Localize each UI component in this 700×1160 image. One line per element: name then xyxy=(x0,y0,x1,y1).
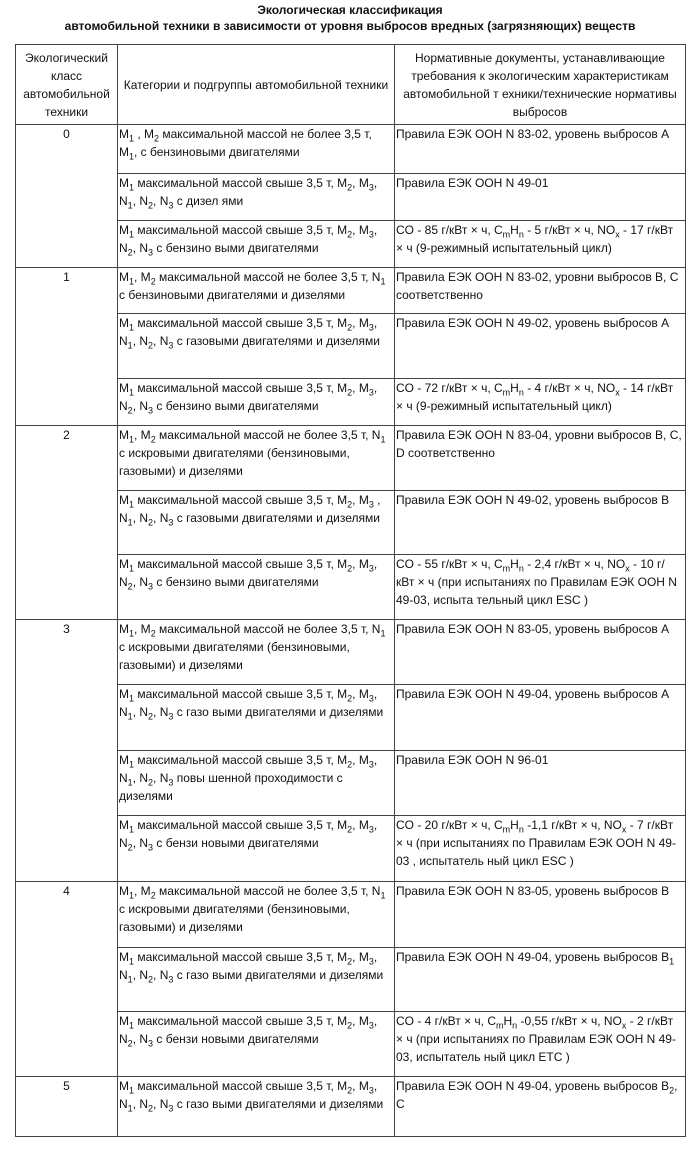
eco-class-cell: 1 xyxy=(16,268,118,426)
norm-doc-cell: Правила ЕЭК ООН N 49-04, уровень выбросов $B_1$ xyxy=(395,948,686,1012)
category-cell: $M_1$ максимальной массой свыше 3,5 т, $M_2$, $M_3$, $N_2$, $N_3$ с бензи новыми двигателями xyxy=(118,1012,395,1077)
eco-class-cell: 0 xyxy=(16,125,118,268)
table-row xyxy=(16,620,686,685)
table-row xyxy=(16,268,686,314)
category-cell: $M_1$ максимальной массой свыше 3,5 т, $M_2$, $M_3$, $N_1$, $N_2$, $N_3$ с газо выми двигателями и дизелями xyxy=(118,1077,395,1137)
norm-doc-cell: CO - 72 г/кВт × ч, $C_mH_n - 4$ г/кВт × ч, $NO_x - 14$ г/кВт × ч (9-режимный испытательный цикл) xyxy=(395,379,686,426)
category-cell: $M_1$ максимальной массой свыше 3,5 т, $M_2$, $M_3$, $N_1$, $N_2$, $N_3$ повы шенной проходимости с дизелями xyxy=(118,751,395,816)
category-cell: $M_1$, $M_2$ максимальной массой не более 3,5 т, $N_1$ с искровыми двигателями (бензиновыми, газовыми) и дизелями xyxy=(118,620,395,685)
norm-doc-cell: Правила ЕЭК ООН N 96-01 xyxy=(395,751,686,816)
table-body xyxy=(16,125,686,1137)
table-row xyxy=(16,1077,686,1137)
category-cell: $M_1$, $M_2$ максимальной массой не более 3,5 т, $N_1$ с искровыми двигателями (бензиновыми, газовыми) и дизелями xyxy=(118,426,395,491)
eco-class-cell: 3 xyxy=(16,620,118,882)
eco-class-table xyxy=(15,44,686,1137)
norm-doc-cell: Правила ЕЭК ООН N 49-02, уровень выбросов В xyxy=(395,491,686,555)
norm-doc-cell: Правила ЕЭК ООН N 49-01 xyxy=(395,174,686,221)
category-cell: $M_1$, $M_2$ максимальной массой не более 3,5 т, $N_1$ с искровыми двигателями (бензиновыми, газовыми) и дизелями xyxy=(118,882,395,948)
table-row xyxy=(16,882,686,948)
category-cell: $M_1$ максимальной массой свыше 3,5 т, $M_2$, $M_3$, $N_1$, $N_2$, $N_3$ с газовыми двигателями и дизелями xyxy=(118,314,395,379)
category-cell: $M_1$ максимальной массой свыше 3,5 т, $M_2$, $M_3$, $N_2$, $N_3$ с бензино выми двигателями xyxy=(118,555,395,620)
norm-doc-cell: CO - 4 г/кВт × ч, $C_mH_n$ -0,55 г/кВт × ч, $NO_x - 2$ г/кВт × ч (при испытаниях по Правилам ЕЭК ООН N 49-03, испытатель ный цикл ETC ) xyxy=(395,1012,686,1077)
norm-doc-cell: Правила ЕЭК ООН N 83-02, уровень выбросов А xyxy=(395,125,686,174)
table-row xyxy=(16,125,686,174)
category-cell: $M_1$ максимальной массой свыше 3,5 т, $M_2$, $M_3$, $N_1$, $N_2$, $N_3$ с газо выми двигателями и дизелями xyxy=(118,948,395,1012)
table-row xyxy=(16,426,686,491)
norm-doc-cell: CO - 85 г/кВт × ч, $C_mH_n - 5$ г/кВт × ч, $NO_x - 17$ г/кВт × ч (9-режимный испытательный цикл) xyxy=(395,221,686,268)
eco-class-cell: 4 xyxy=(16,882,118,1077)
norm-doc-cell: Правила ЕЭК ООН N 83-05, уровень выбросов В xyxy=(395,882,686,948)
norm-doc-cell: Правила ЕЭК ООН N 83-02, уровни выбросов B, C соответственно xyxy=(395,268,686,314)
category-cell: $M_1$ максимальной массой свыше 3,5 т, $M_2$, $M_3$ , $N_1$, $N_2$, $N_3$ с газовыми двигателями и дизелями xyxy=(118,491,395,555)
table-header-row xyxy=(16,45,686,125)
eco-class-cell: 2 xyxy=(16,426,118,620)
title-line-2: автомобильной техники в зависимости от уровня выбросов вредных (загрязняющих) веществ xyxy=(64,19,636,33)
category-cell: $M_1$ максимальной массой свыше 3,5 т, $M_2$, $M_3$, $N_2$, $N_3$ с бензино выми двигателями xyxy=(118,379,395,426)
category-cell: $M_1$ максимальной массой свыше 3,5 т, $M_2$, $M_3$, $N_2$, $N_3$ с бензино выми двигателями xyxy=(118,221,395,268)
header-norm-docs: Нормативные документы, устанавливающие требования к экологическим характеристикам автомобильной т ехники/технические нормативы выбросов xyxy=(395,45,686,125)
category-cell: $M_1$ максимальной массой свыше 3,5 т, $M_2$, $M_3$, $N_1$, $N_2$, $N_3$ с газо выми двигателями и дизелями xyxy=(118,685,395,751)
document-title xyxy=(0,0,700,34)
eco-class-cell: 5 xyxy=(16,1077,118,1137)
category-cell: $M_1$ максимальной массой свыше 3,5 т, $M_2$, $M_3$, $N_1$, $N_2$, $N_3$ с дизел ями xyxy=(118,174,395,221)
norm-doc-cell: Правила ЕЭК ООН N 83-04, уровни выбросов B, C, D соответственно xyxy=(395,426,686,491)
norm-doc-cell: Правила ЕЭК ООН N 49-04, уровень выбросов $B_2$, C xyxy=(395,1077,686,1137)
norm-doc-cell: CO - 20 г/кВт × ч, $C_mH_n$ -1,1 г/кВт × ч, $NO_x - 7$ г/кВт × ч (при испытаниях по Правилам ЕЭК ООН N 49-03 , испытатель ный цикл ESC ) xyxy=(395,816,686,882)
norm-doc-cell: Правила ЕЭК ООН N 49-04, уровень выбросов А xyxy=(395,685,686,751)
category-cell: $M_1$ максимальной массой свыше 3,5 т, $M_2$, $M_3$, $N_2$, $N_3$ с бензи новыми двигателями xyxy=(118,816,395,882)
header-eco-class: Экологический класс автомобильной техники xyxy=(16,45,118,125)
norm-doc-cell: CO - 55 г/кВт × ч, $C_mH_n - 2,4$ г/кВт × ч, $NO_x - 10$ г/кВт × ч (при испытаниях по Правилам ЕЭК ООН N 49-03, испыта тельный цикл ESC ) xyxy=(395,555,686,620)
category-cell: $M_1$, $M_2$ максимальной массой не более 3,5 т, $N_1$ с бензиновыми двигателями и дизелями xyxy=(118,268,395,314)
header-categories: Категории и подгруппы автомобильной техники xyxy=(118,45,395,125)
title-line-1: Экологическая классификация xyxy=(257,3,443,17)
norm-doc-cell: Правила ЕЭК ООН N 83-05, уровень выбросов А xyxy=(395,620,686,685)
category-cell: $M_1$ , $M_2$ максимальной массой не более 3,5 т, $M_1$, с бензиновыми двигателями xyxy=(118,125,395,174)
norm-doc-cell: Правила ЕЭК ООН N 49-02, уровень выбросов А xyxy=(395,314,686,379)
